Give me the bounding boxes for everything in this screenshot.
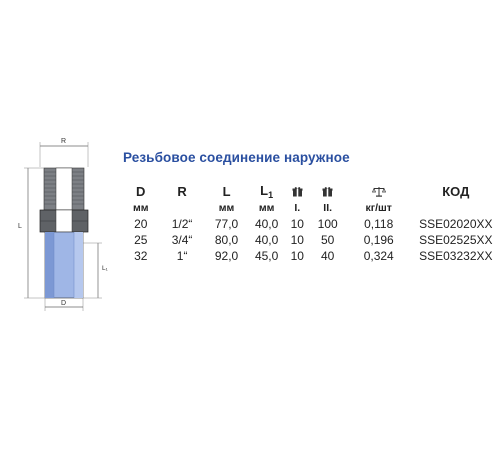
scales-icon <box>372 186 386 197</box>
dimension-label-r: R <box>61 138 67 145</box>
header-pack2 <box>310 183 346 200</box>
product-title: Резьбовое соединение наружное <box>123 150 350 165</box>
cell-pack1: 10 <box>290 233 304 247</box>
cell-l: 77,0 <box>214 217 239 231</box>
cell-code: SSE02020XX <box>419 217 493 231</box>
cell-weight: 0,118 <box>364 217 394 231</box>
header-d: D <box>136 184 146 199</box>
unit-l: мм <box>218 202 235 214</box>
cell-r: 1“ <box>176 249 188 263</box>
spec-table <box>122 183 500 264</box>
unit-weight: кг/шт <box>365 202 392 214</box>
unit-l1: мм <box>258 202 275 214</box>
header-row <box>122 183 500 200</box>
dimension-label-d: D <box>61 300 67 307</box>
dimension-label-l: L <box>18 223 22 230</box>
cell-d: 25 <box>134 233 148 247</box>
cell-l1: 40,0 <box>254 233 279 247</box>
header-l: L <box>222 184 231 199</box>
cell-pack2: 50 <box>320 233 335 247</box>
table-row <box>122 248 500 264</box>
header-weight <box>346 183 412 200</box>
cell-weight: 0,324 <box>363 249 394 263</box>
cell-code: SSE03232XX <box>419 249 493 263</box>
unit-pack2: II. <box>323 202 333 214</box>
cell-r: 1/2“ <box>171 217 193 231</box>
cell-d: 20 <box>134 217 148 231</box>
cell-pack2: 100 <box>317 217 338 231</box>
units-row <box>122 200 500 216</box>
header-pack1 <box>285 183 310 200</box>
cell-pack1: 10 <box>290 217 304 231</box>
cell-l: 92,0 <box>214 249 239 263</box>
unit-d: мм <box>132 202 149 214</box>
cell-weight: 0,196 <box>363 233 394 247</box>
dimension-label-l1: L₁ <box>102 265 108 272</box>
table-row <box>122 232 500 248</box>
unit-pack1: I. <box>294 202 301 214</box>
table-row <box>122 216 500 232</box>
cell-code: SSE02525XX <box>419 233 493 247</box>
cell-l: 80,0 <box>214 233 239 247</box>
cell-pack2: 40 <box>320 249 335 263</box>
gift-box-icon <box>322 186 333 197</box>
header-code: КОД <box>442 184 470 199</box>
header-l1: $L_1$ <box>260 183 274 200</box>
cell-pack1: 10 <box>290 249 304 263</box>
cell-l1: 45,0 <box>254 249 279 263</box>
header-l1-subscript: 1 <box>268 190 274 200</box>
cell-r: 3/4“ <box>171 233 193 247</box>
header-r: R <box>177 184 187 199</box>
cell-l1: 40,0 <box>254 217 279 231</box>
cell-d: 32 <box>134 249 148 263</box>
gift-box-icon <box>292 186 303 197</box>
fitting-diagram <box>14 135 119 315</box>
